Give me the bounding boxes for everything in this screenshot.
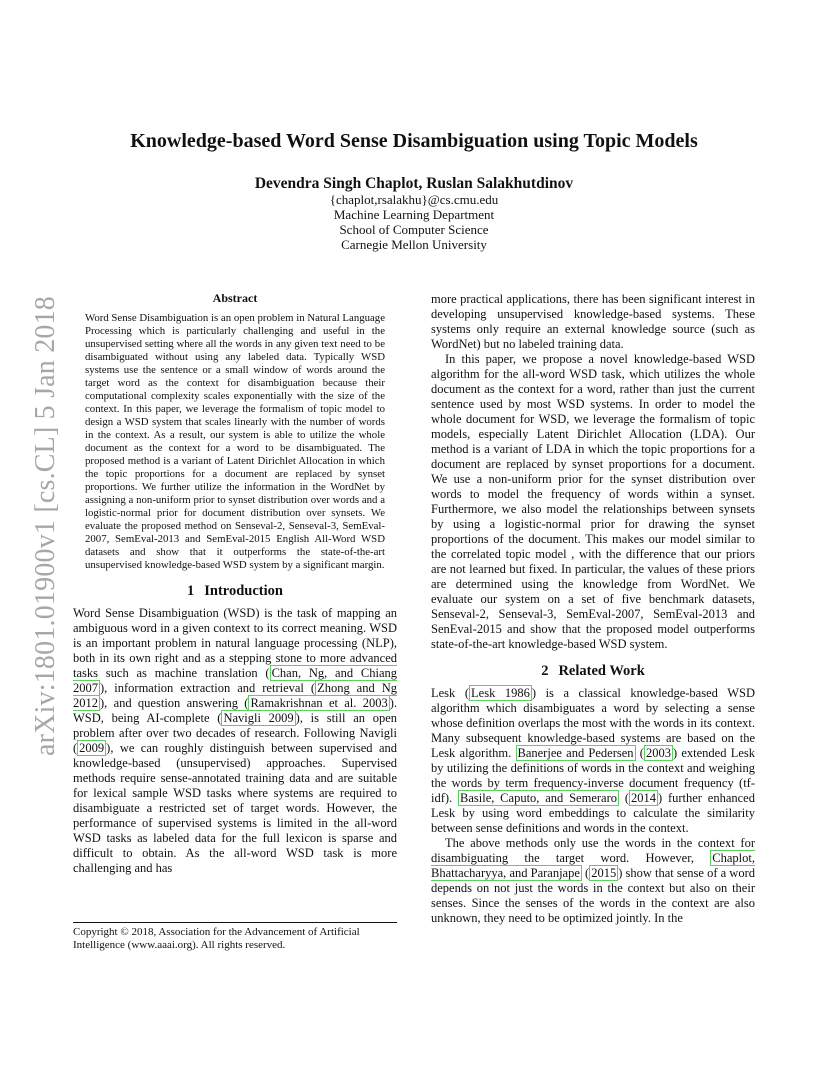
related-text: ( bbox=[619, 791, 629, 805]
affiliation-line: Carnegie Mellon University bbox=[341, 237, 487, 252]
copyright-notice: Copyright © 2018, Association for the Advancement of Artificial Intelligence (www.aaai.org). All rights reserved. bbox=[73, 926, 360, 951]
citation-link[interactable]: 2014 bbox=[630, 791, 656, 805]
section-title: Introduction bbox=[204, 583, 283, 599]
right-paragraph: more practical applications, there has been significant interest in developing unsupervised knowledge-based systems. These systems only require an external knowledge source (such as WordNet) but no labeled training data. bbox=[431, 292, 755, 351]
section-title: Related Work bbox=[558, 663, 645, 679]
paper-title: Knowledge-based Word Sense Disambiguation using Topic Models bbox=[130, 130, 698, 152]
section-heading-introduction bbox=[73, 582, 397, 600]
citation-link[interactable]: Chan, Ng, and Chiang 2007 bbox=[73, 666, 398, 695]
affiliation-line: Machine Learning Department bbox=[333, 207, 495, 222]
citation-link[interactable]: Zhong and Ng 2012 bbox=[73, 681, 397, 710]
related-text: ( bbox=[635, 746, 644, 760]
intro-text: ). WSD, being AI-complete ( bbox=[73, 696, 398, 725]
related-text: ) is a classical knowledge-based WSD algorithm which disambiguates a word by selecting a sense whose definition overlaps the most with the words in its context. Many subsequent knowledge-based systems are based on the Lesk algorithm. bbox=[431, 686, 755, 760]
section-heading-related-work bbox=[431, 662, 755, 680]
citation-link[interactable]: Ramakrishnan et al. 2003 bbox=[250, 696, 388, 710]
abstract-text: Word Sense Disambiguation is an open problem in Natural Language Processing which is particularly challenging and useful in the unsupervised setting where all the words in any given text need to be disambiguated without using any labeled data. Typically WSD systems use the sentence or a small window of words around the target word as the context for disambiguation because their computational complexity scales exponentially with the size of the context. In this paper, we leverage the formalism of topic model to design a WSD system that scales linearly with the number of words in the context. As a result, our system is able to utilize the whole document as the context for a word to be disambiguated. The proposed method is a variant of Latent Dirichlet Allocation in which the topic proportions for a document are replaced by synset proportions. We further utilize the information in the WordNet by assigning a non-uniform prior to synset distribution over words and a logistic-normal prior for document distribution over synsets. We evaluate the proposed method on Senseval-2, Senseval-3, SemEval-2007, SemEval-2013 and SemEval-2015 English All-Word WSD datasets and show that it outperforms the state-of-the-art unsupervised knowledge-based WSD system by a significant margin. bbox=[85, 312, 385, 571]
abstract-heading: Abstract bbox=[212, 291, 258, 305]
citation-link[interactable]: Banerjee and Pedersen bbox=[517, 746, 634, 760]
left-column bbox=[73, 290, 397, 876]
citation-link[interactable]: Basile, Caputo, and Semeraro bbox=[460, 791, 617, 805]
intro-text: ), information extraction and retrieval ( bbox=[100, 681, 316, 695]
intro-text: ), and question answering ( bbox=[100, 696, 249, 710]
related-text: ) show that sense of a word depends on not just the words in the context but also on their senses. Since the senses of the words in the context are also unknown, they need to be optimized jointly. In the bbox=[431, 866, 755, 925]
intro-text: Word Sense Disambiguation (WSD) is the task of mapping an ambiguous word in a given context to its correct meaning. WSD is an important problem in natural language processing (NLP), both in its own right and as a stepping stone to more advanced tasks such as machine translation ( bbox=[73, 606, 397, 680]
related-text: ) extended Lesk by utilizing the definitions of words in the context and weighing the words by term frequency-inverse document frequency (tf-idf). bbox=[431, 746, 756, 805]
affiliation-line: {chaplot,rsalakhu}@cs.cmu.edu bbox=[329, 192, 499, 207]
citation-link[interactable]: Chaplot, Bhattacharyya, and Paranjape bbox=[431, 851, 755, 880]
citation-link[interactable]: 2003 bbox=[645, 746, 671, 760]
right-paragraph: In this paper, we propose a novel knowledge-based WSD algorithm for the all-word WSD task, which utilizes the whole document as the context for a word, rather than just the current sentence used by most WSD systems. In order to model the whole document for WSD, we leverage the formalism of topic models, especially Latent Dirichlet Allocation (LDA). Our method is a variant of LDA in which the topic proportions for a document are replaced by synset proportions for a document. We use a non-uniform prior for the synset distribution over words to model the frequency of words within a synset. Furthermore, we also model the relationships between synsets by using a logistic-normal prior for drawing the synset proportions of the document. This makes our model similar to the correlated topic model , with the difference that our priors are not learned but fixed. In particular, the values of these priors are determined using the knowledge from WordNet. We evaluate our system on a set of five benchmark datasets, Senseval-2, Senseval-3, SemEval-2007, SemEval-2013 and SenEval-2015 and show that the proposed model outperforms state-of-the-art knowledge-based WSD system. bbox=[431, 352, 755, 651]
intro-text: ), we can roughly distinguish between supervised and knowledge-based (unsupervised) approaches. Supervised methods require sense-annotated training data and are suitable for lexical sample WSD tasks where systems are required to disambiguate a restricted set of target words. However, the performance of supervised systems is limited in the all-word WSD tasks as labeled data for the full lexicon is sparse and difficult to obtain. As the all-word WSD task is more challenging and has bbox=[73, 741, 397, 875]
arxiv-stamp: arXiv:1801.01900v1 [cs.CL] 5 Jan 2018 bbox=[30, 296, 61, 756]
related-text: The above methods only use the words in the context for disambiguating the target word. However, bbox=[431, 836, 755, 865]
citation-link[interactable]: Lesk 1986 bbox=[471, 686, 530, 700]
paper-authors: Devendra Singh Chaplot, Ruslan Salakhutdinov bbox=[254, 175, 574, 192]
citation-link[interactable]: Navigli 2009 bbox=[223, 711, 294, 725]
affiliation-line: School of Computer Science bbox=[339, 222, 489, 237]
intro-text: ), is still an open problem after over two decades of research. Following Navigli ( bbox=[73, 711, 398, 755]
related-paragraph bbox=[431, 686, 755, 836]
footnote-rule bbox=[73, 922, 397, 923]
related-text: ( bbox=[581, 866, 590, 880]
intro-paragraph bbox=[73, 606, 397, 876]
citation-link[interactable]: 2009 bbox=[79, 741, 105, 755]
related-text: ) further enhanced Lesk by using word embeddings to calculate the similarity between sense definitions and words in the context. bbox=[431, 791, 755, 835]
affiliation bbox=[60, 192, 768, 252]
related-text: Lesk ( bbox=[431, 686, 470, 700]
arxiv-stamp-container bbox=[22, 296, 70, 756]
section-number: 1 bbox=[187, 583, 195, 599]
citation-link[interactable]: 2015 bbox=[591, 866, 617, 880]
section-number: 2 bbox=[541, 663, 549, 679]
right-column bbox=[431, 292, 755, 926]
related-paragraph bbox=[431, 836, 755, 926]
